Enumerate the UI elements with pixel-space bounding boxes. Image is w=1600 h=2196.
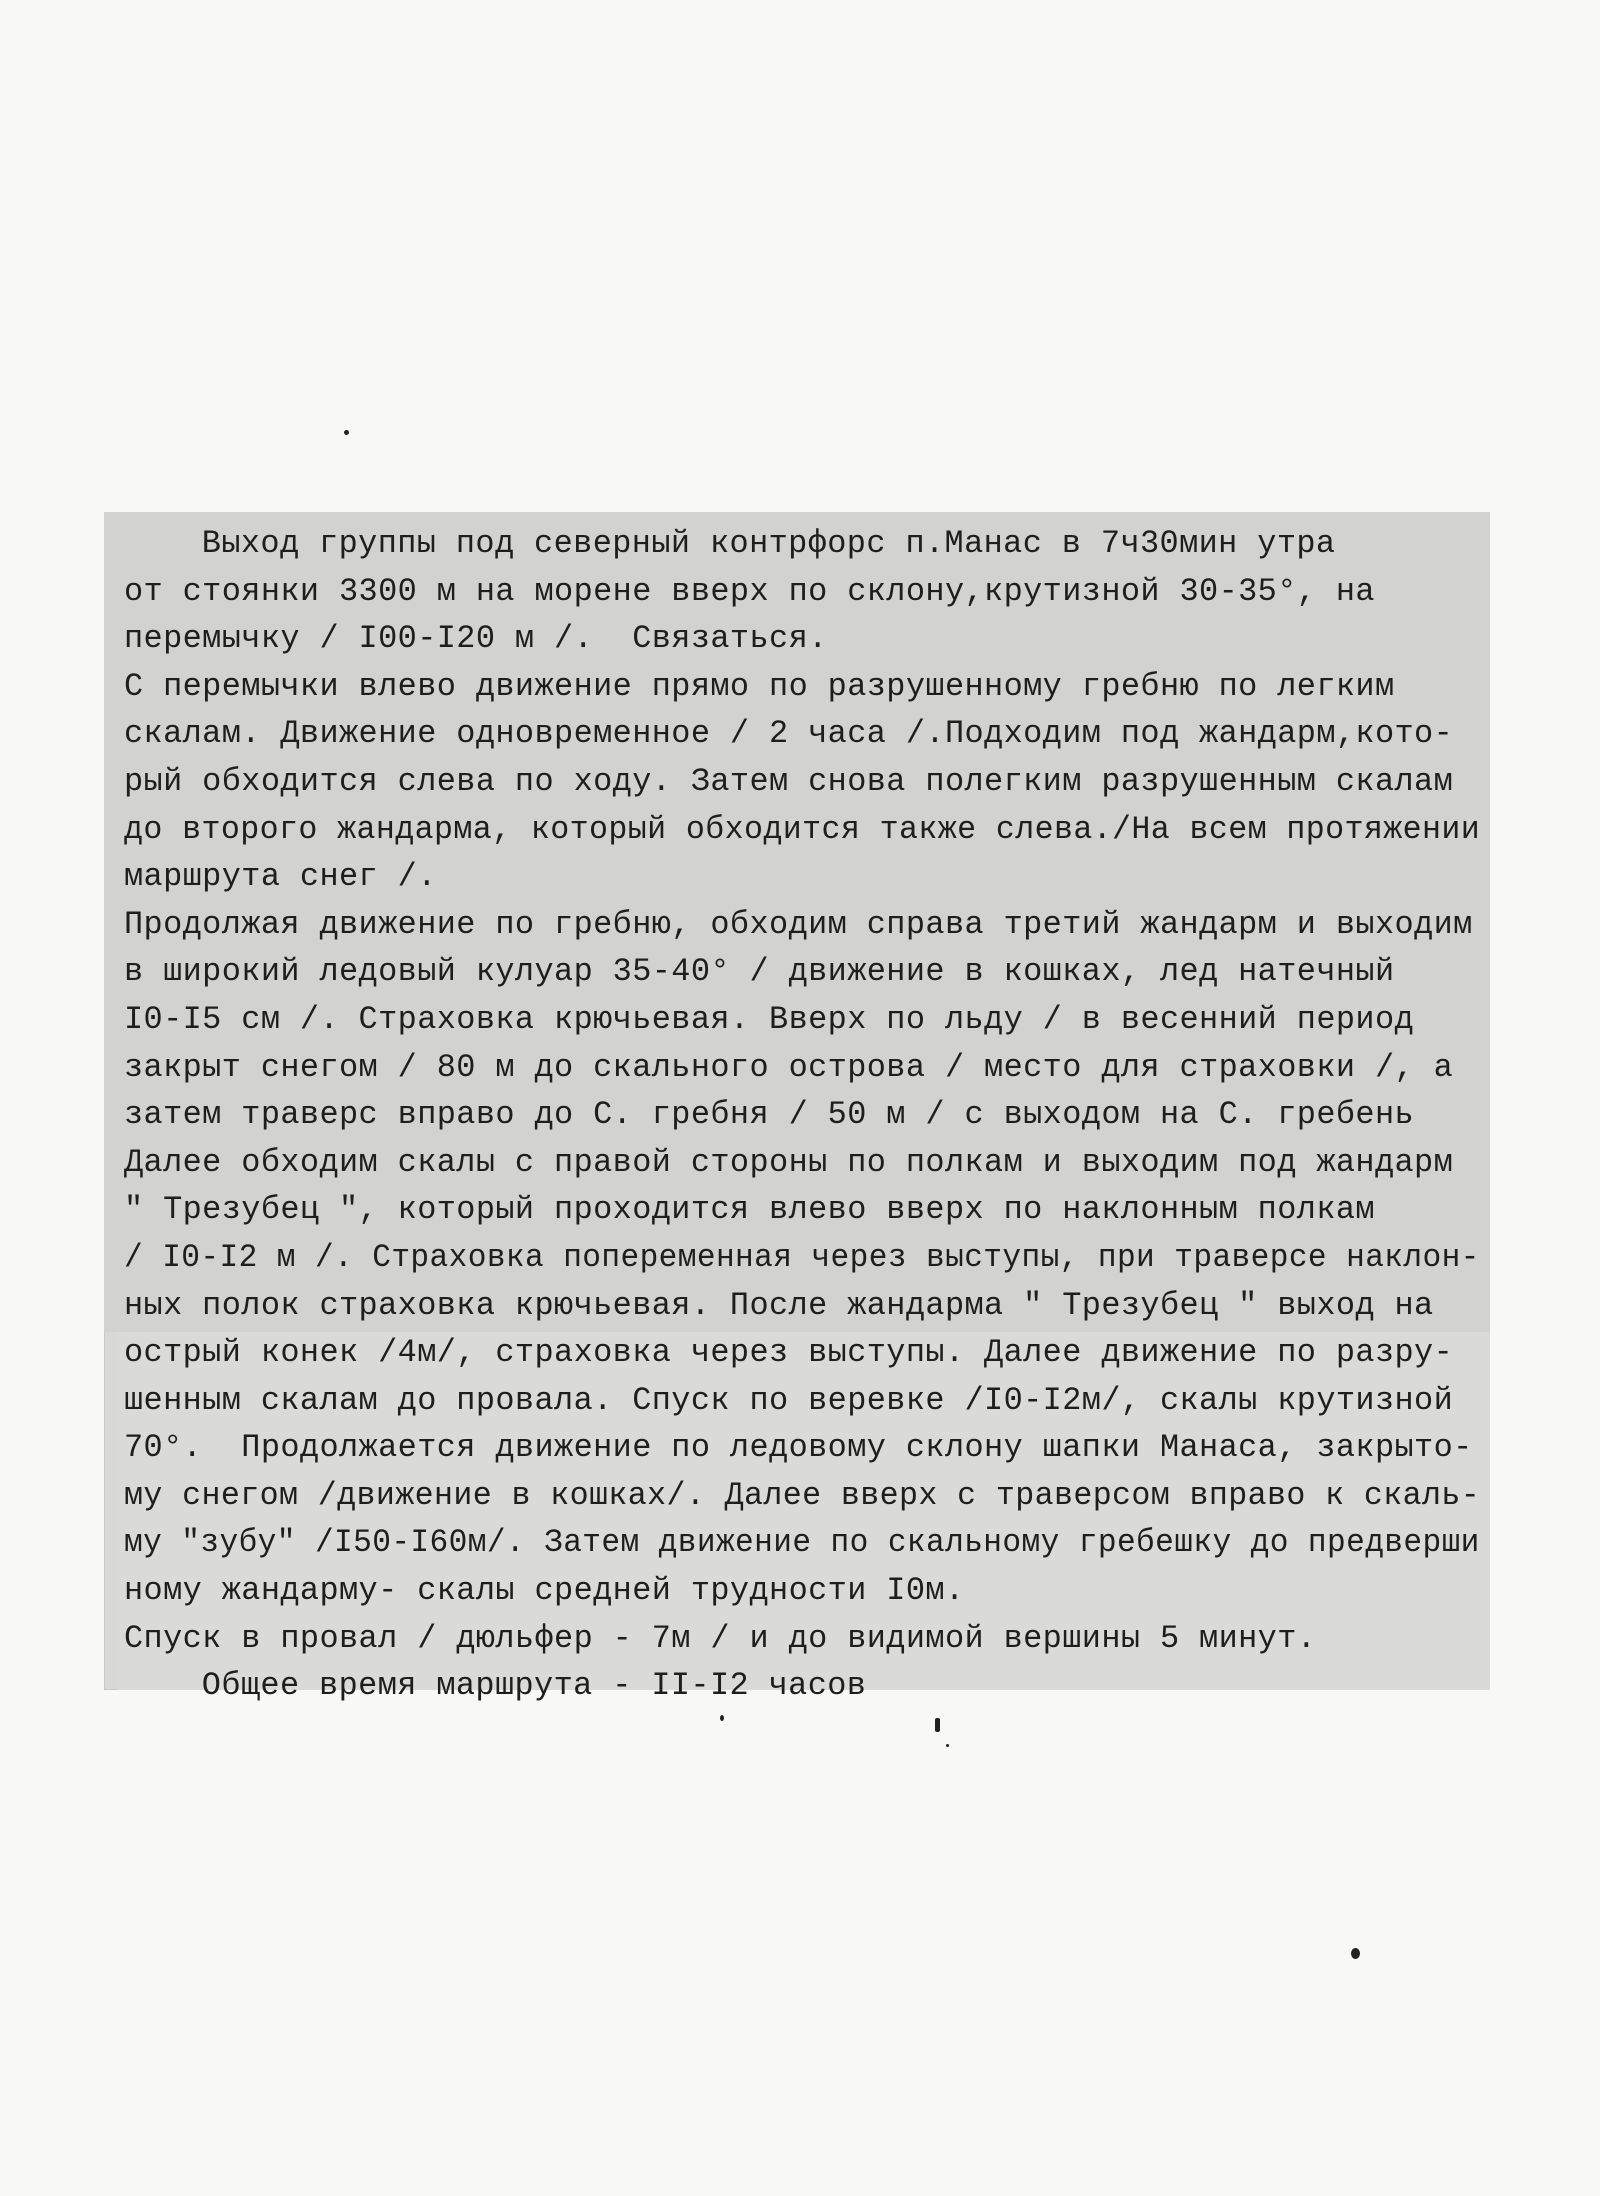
text-line: му "зубу" /I50-I60м/. Затем движение по скальному гребешку до предверши — [124, 1524, 1480, 1562]
text-line: шенным скалам до провала. Спуск по веревке /I0-I2м/, скалы крутизной — [124, 1381, 1454, 1419]
text-line: Продолжая движение по гребню, обходим справа третий жандарм и выходим — [124, 905, 1473, 943]
text-line: Спуск в провал / дюльфер - 7м / и до видимой вершины 5 минут. — [124, 1619, 1317, 1657]
dust-speck — [344, 430, 349, 435]
text-line: рый обходится слева по ходу. Затем снова полегким разрушенным скалам — [124, 762, 1454, 800]
dust-speck — [935, 1718, 940, 1732]
text-line: затем траверс вправо до С. гребня / 50 м / с выходом на С. гребень — [124, 1096, 1415, 1134]
text-line: " Трезубец ", который проходится влево вверх по наклонным полкам — [124, 1191, 1375, 1229]
text-line: Общее время маршрута - II-I2 часов — [201, 1667, 867, 1705]
dust-speck — [1351, 1948, 1360, 1959]
text-line: скалам. Движение одновременное / 2 часа /.Подходим под жандарм,кото- — [124, 715, 1454, 753]
text-line: му снегом /движение в кошках/. Далее вверх с траверсом вправо к скаль- — [124, 1476, 1481, 1514]
dust-speck — [720, 1715, 724, 1721]
text-line: С перемычки влево движение прямо по разрушенному гребню по легким — [124, 667, 1395, 705]
text-line: / I0-I2 м /. Страховка попеременная через выступы, при траверсе наклон- — [124, 1238, 1480, 1276]
text-line: Выход группы под северный контрфорс п.Манас в 7ч30мин утра — [201, 525, 1336, 562]
text-line: I0-I5 см /. Страховка крючьевая. Вверх по льду / в весенний период — [124, 1000, 1415, 1038]
text-line: Далее обходим скалы с правой стороны по полкам и выходим под жандарм — [124, 1143, 1454, 1181]
text-line: от стоянки 3300 м на морене вверх по склону,крутизной 30-35°, на — [124, 572, 1375, 610]
dust-speck — [946, 1744, 949, 1747]
text-line: 70°. Продолжается движение по ледовому склону шапки Манаса, закрыто- — [124, 1429, 1473, 1467]
text-line: маршрута снег /. — [124, 858, 437, 896]
text-line: ному жандарму- скалы средней трудности I0м. — [124, 1572, 965, 1610]
text-line: до второго жандарма, который обходится также слева./На всем протяжении — [124, 810, 1481, 848]
text-line: перемычку / I00-I20 м /. Связаться. — [124, 620, 828, 658]
text-line: ных полок страховка крючьевая. После жандарма " Трезубец " выход на — [124, 1286, 1434, 1324]
text-line: закрыт снегом / 80 м до скального острова / место для страховки /, а — [124, 1048, 1454, 1086]
route-description — [124, 520, 1484, 1710]
text-line: острый конек /4м/, страховка через выступы. Далее движение по разру- — [124, 1334, 1454, 1372]
text-line: в широкий ледовый кулуар 35-40° / движение в кошках, лед натечный — [124, 953, 1395, 991]
